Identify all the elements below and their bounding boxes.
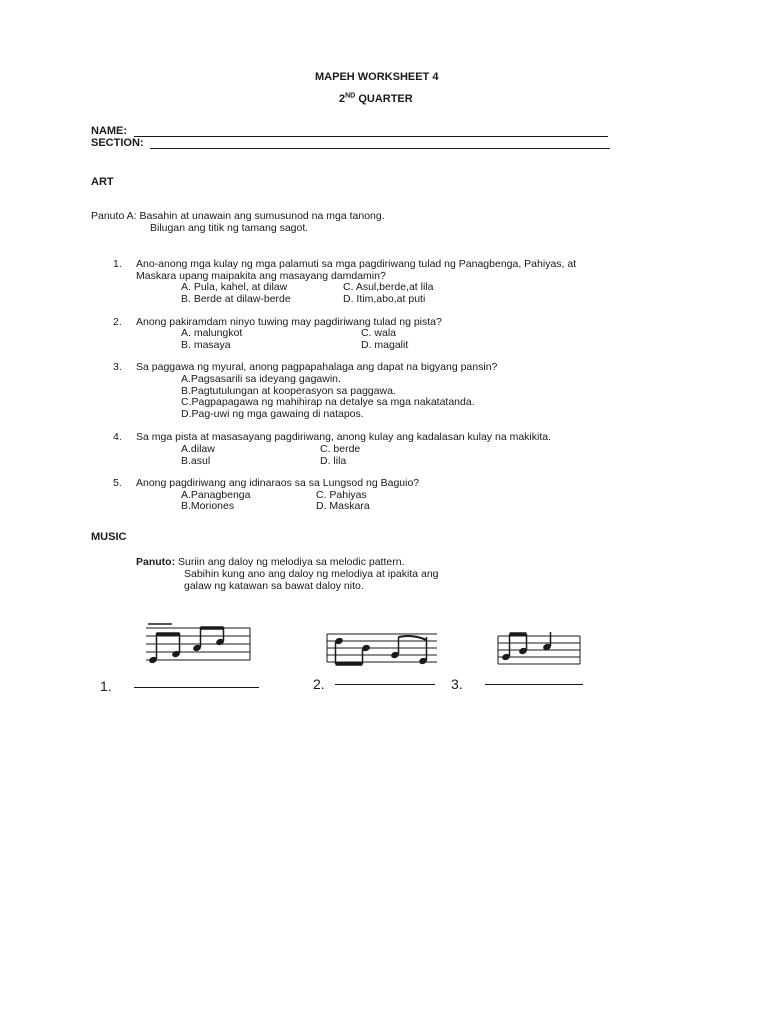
melody-item-label-3: 3.	[451, 676, 463, 692]
choice-b[interactable]: B. masaya	[181, 339, 231, 351]
question-text-cont: Maskara upang maipakita ang masayang damdamin?	[136, 270, 386, 282]
quarter-suffix: ND	[345, 92, 356, 100]
choice-c[interactable]: C. wala	[361, 327, 397, 339]
melody-item-label-1: 1.	[100, 678, 112, 694]
worksheet-title: MAPEH WORKSHEET 4	[315, 71, 439, 83]
melody-item-label-2: 2.	[313, 676, 325, 692]
choice-a[interactable]: A.Pagsasarili sa ideyang gagawin.	[181, 373, 341, 385]
question-text: Ano-anong mga kulay ng mga palamuti sa mga pagdiriwang tulad ng Panagbenga, Pahiyas, at	[136, 258, 577, 270]
name-label: NAME:	[91, 125, 128, 137]
name-blank[interactable]	[134, 136, 608, 137]
answer-blank-1[interactable]	[134, 687, 259, 688]
choice-c[interactable]: C. Asul,berde,at lila	[343, 281, 434, 293]
music-directions-line1	[136, 556, 404, 568]
choice-a[interactable]: A.Panagbenga	[181, 489, 251, 501]
art-directions-line2: Bilugan ang titik ng tamang sagot.	[150, 222, 309, 234]
art-directions-line1: Panuto A: Basahin at unawain ang sumusunod na mga tanong.	[91, 210, 385, 222]
music-directions-text: Suriin ang daloy ng melodiya sa melodic pattern.	[178, 556, 405, 568]
ascending-melody-staff-icon	[140, 620, 252, 668]
choice-b[interactable]: B.Pagtutulungan at kooperasyon sa paggawa.	[181, 385, 396, 397]
music-directions-line2: Sabihin kung ano ang daloy ng melodiya at ipakita ang	[184, 568, 439, 580]
choice-c[interactable]: C.Pagpapagawa ng mahihirap na detalye sa mga nakatatanda.	[181, 396, 475, 408]
question-text: Sa mga pista at masasayang pagdiriwang, anong kulay ang kadalasan kulay na makikita.	[136, 431, 552, 443]
choice-c[interactable]: C. berde	[320, 443, 361, 455]
leap-melody-staff-icon	[494, 630, 582, 670]
music-heading: MUSIC	[91, 531, 127, 543]
quarter-number: 2	[339, 93, 346, 105]
quarter-heading	[339, 93, 413, 105]
art-heading: ART	[91, 176, 114, 188]
question-text: Sa paggawa ng myural, anong pagpapahalaga ang dapat na bigyang pansin?	[136, 361, 498, 373]
question-number: 2.	[113, 316, 122, 328]
choice-d[interactable]: D. Itim,abo,at puti	[343, 293, 426, 305]
answer-blank-3[interactable]	[485, 684, 583, 685]
choice-a[interactable]: A. Pula, kahel, at dilaw	[181, 281, 288, 293]
choice-d[interactable]: D. Maskara	[316, 500, 370, 512]
question-number: 4.	[113, 431, 122, 443]
music-directions-label: Panuto:	[136, 556, 176, 568]
descending-melody-staff-icon	[323, 628, 439, 670]
music-directions-line3: galaw ng katawan sa bawat daloy nito.	[184, 580, 364, 592]
choice-c[interactable]: C. Pahiyas	[316, 489, 367, 501]
choice-b[interactable]: B.asul	[181, 455, 211, 467]
question-number: 1.	[113, 258, 122, 270]
choice-b[interactable]: B.Moriones	[181, 500, 235, 512]
choice-a[interactable]: A. malungkot	[181, 327, 243, 339]
section-label: SECTION:	[91, 137, 144, 149]
choice-d[interactable]: D. magalit	[361, 339, 409, 351]
question-number: 5.	[113, 477, 122, 489]
choice-d[interactable]: D. lila	[320, 455, 347, 467]
choice-b[interactable]: B. Berde at dilaw-berde	[181, 293, 291, 305]
question-text: Anong pakiramdam ninyo tuwing may pagdiriwang tulad ng pista?	[136, 316, 442, 328]
question-number: 3.	[113, 361, 122, 373]
choice-a[interactable]: A.dilaw	[181, 443, 215, 455]
choice-d[interactable]: D.Pag-uwi ng mga gawaing di natapos.	[181, 408, 364, 420]
section-blank[interactable]	[150, 148, 610, 149]
question-text: Anong pagdiriwang ang idinaraos sa sa Lungsod ng Baguio?	[136, 477, 420, 489]
quarter-word: QUARTER	[358, 93, 413, 105]
answer-blank-2[interactable]	[335, 684, 435, 685]
